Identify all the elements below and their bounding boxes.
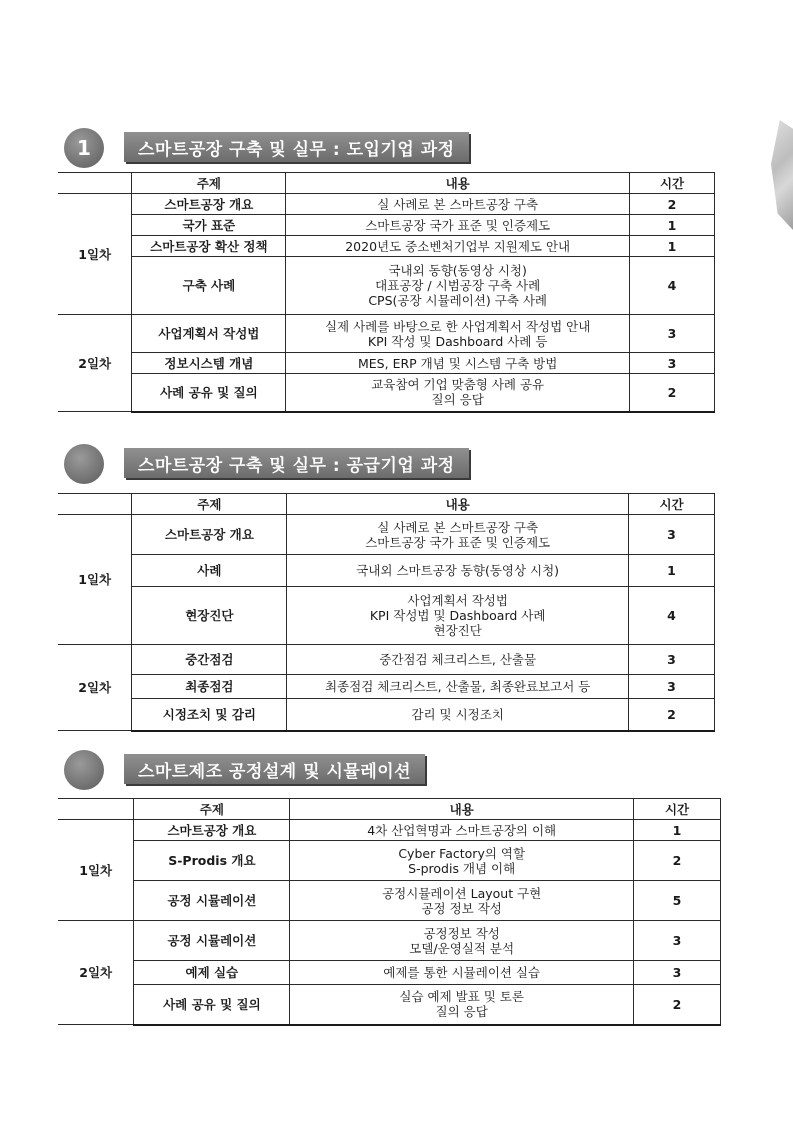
content-cell xyxy=(286,194,630,215)
content-cell xyxy=(287,645,629,675)
topic-column-header: 주제 xyxy=(132,173,286,194)
content-cell xyxy=(287,699,629,731)
table-row xyxy=(58,215,715,236)
topic-cell: 공정 시뮬레이션 xyxy=(134,921,290,961)
content-line: 스마트공장 국가 표준 및 인증제도 xyxy=(365,534,551,550)
hours-cell: 2 xyxy=(629,699,715,731)
content-line: 공정정보 작성 xyxy=(423,925,500,941)
hours-cell: 1 xyxy=(630,215,715,236)
hours-cell: 1 xyxy=(629,555,715,587)
content-line: 국내외 스마트공장 동향(동영상 시청) xyxy=(356,563,560,578)
section-title: 스마트공장 구축 및 실무 : 도입기업 과정 xyxy=(124,132,469,162)
hours-cell: 3 xyxy=(634,921,721,961)
content-cell xyxy=(287,515,629,555)
topic-cell: S-Prodis 개요 xyxy=(134,841,290,881)
day-column-header xyxy=(58,494,132,515)
day-label: 1일차 xyxy=(58,194,132,315)
topic-cell: 스마트공장 확산 정책 xyxy=(132,236,286,257)
schedule-table xyxy=(58,798,721,1026)
content-line: 교육참여 기업 맞춤형 사례 공유 xyxy=(371,377,545,393)
table-row xyxy=(58,921,721,961)
content-line: MES, ERP 개념 및 시스템 구축 방법 xyxy=(358,355,558,371)
table-row xyxy=(58,353,715,374)
table-row xyxy=(58,675,715,699)
hours-column-header: 시간 xyxy=(634,799,721,820)
content-line: 질의 응답 xyxy=(435,1004,488,1020)
topic-cell: 스마트공장 개요 xyxy=(134,820,290,841)
day-label: 2일차 xyxy=(58,315,132,412)
hours-cell: 3 xyxy=(629,675,715,699)
content-line: 국내외 동향(동영상 시청) xyxy=(388,263,527,278)
table-row xyxy=(58,841,721,881)
hours-cell: 5 xyxy=(634,881,721,921)
topic-cell: 공정 시뮬레이션 xyxy=(134,881,290,921)
topic-cell: 중간점검 xyxy=(132,645,287,675)
hours-cell: 1 xyxy=(634,820,721,841)
topic-column-header: 주제 xyxy=(132,494,287,515)
day-column-header xyxy=(58,173,132,194)
content-cell xyxy=(287,555,629,587)
content-cell xyxy=(290,921,634,961)
content-cell xyxy=(287,675,629,699)
content-line: 현장진단 xyxy=(433,623,482,638)
hours-cell: 3 xyxy=(629,645,715,675)
day-label: 1일차 xyxy=(58,515,132,645)
content-line: 2020년도 중소벤처기업부 지원제도 안내 xyxy=(345,238,571,254)
hours-cell: 3 xyxy=(630,353,715,374)
content-line: 공정 정보 작성 xyxy=(421,900,502,916)
hours-cell: 2 xyxy=(630,374,715,412)
topic-cell: 예제 실습 xyxy=(134,961,290,985)
content-line: 질의 응답 xyxy=(431,392,484,408)
content-line: S-prodis 개념 이해 xyxy=(408,860,516,876)
topic-cell: 스마트공장 개요 xyxy=(132,515,287,555)
content-line: Cyber Factory의 역할 xyxy=(398,845,526,861)
content-cell xyxy=(286,374,630,412)
table-row xyxy=(58,555,715,587)
topic-cell: 사례 공유 및 질의 xyxy=(134,985,290,1025)
topic-cell: 사례 공유 및 질의 xyxy=(132,374,286,412)
content-line: 사업계획서 작성법 xyxy=(407,593,508,608)
hours-cell: 2 xyxy=(630,194,715,215)
hours-cell: 2 xyxy=(634,985,721,1025)
day-column-header xyxy=(58,799,134,820)
table-header-row xyxy=(58,494,715,515)
content-column-header: 내용 xyxy=(290,799,634,820)
content-cell xyxy=(286,257,630,315)
content-line: 모델/운영실적 분석 xyxy=(409,940,515,956)
content-line: 대표공장 / 시범공장 구축 사례 xyxy=(375,278,541,293)
content-column-header: 내용 xyxy=(286,173,630,194)
topic-cell: 사업계획서 작성법 xyxy=(132,315,286,353)
course-section xyxy=(0,750,793,790)
section-header xyxy=(0,750,793,790)
content-cell xyxy=(290,820,634,841)
topic-cell: 스마트공장 개요 xyxy=(132,194,286,215)
topic-column-header: 주제 xyxy=(134,799,290,820)
table-header-row xyxy=(58,173,715,194)
content-line: 실제 사례를 바탕으로 한 사업계획서 작성법 안내 xyxy=(324,318,591,334)
table-row xyxy=(58,315,715,353)
topic-cell: 구축 사례 xyxy=(132,257,286,315)
content-cell xyxy=(290,841,634,881)
table-row xyxy=(58,374,715,412)
content-line: 실 사례로 본 스마트공장 구축 xyxy=(377,196,539,212)
day-label: 2일차 xyxy=(58,645,132,731)
content-column-header: 내용 xyxy=(287,494,629,515)
table-row xyxy=(58,645,715,675)
topic-cell: 사례 xyxy=(132,555,287,587)
content-cell xyxy=(290,881,634,921)
content-cell xyxy=(286,236,630,257)
content-line: 최종점검 체크리스트, 산출물, 최종완료보고서 등 xyxy=(324,679,591,694)
hours-cell: 3 xyxy=(629,515,715,555)
course-section xyxy=(0,128,793,168)
course-section xyxy=(0,444,793,484)
content-line: CPS(공장 시뮬레이션) 구축 사례 xyxy=(368,293,548,308)
topic-cell: 시정조치 및 감리 xyxy=(132,699,287,731)
content-cell xyxy=(287,587,629,645)
schedule-table xyxy=(58,172,715,413)
content-line: 감리 및 시정조치 xyxy=(411,706,504,722)
content-line: 중간점검 체크리스트, 산출물 xyxy=(379,652,537,667)
table-row xyxy=(58,699,715,731)
table-row xyxy=(58,961,721,985)
table-row xyxy=(58,985,721,1025)
section-number-badge xyxy=(64,444,104,484)
hours-cell: 1 xyxy=(630,236,715,257)
day-label: 2일차 xyxy=(58,921,134,1025)
table-row xyxy=(58,515,715,555)
content-cell xyxy=(286,353,630,374)
hours-cell: 4 xyxy=(630,257,715,315)
table-row xyxy=(58,820,721,841)
content-line: 스마트공장 국가 표준 및 인증제도 xyxy=(365,217,551,233)
table-row xyxy=(58,194,715,215)
content-cell xyxy=(290,985,634,1025)
content-line: KPI 작성 및 Dashboard 사례 등 xyxy=(367,333,548,349)
content-line: 예제를 통한 시뮬레이션 실습 xyxy=(383,965,541,980)
schedule-table xyxy=(58,493,715,732)
topic-cell: 정보시스템 개념 xyxy=(132,353,286,374)
section-number-badge: 1 xyxy=(64,128,104,168)
content-line: KPI 작성법 및 Dashboard 사례 xyxy=(369,608,546,623)
section-number-badge xyxy=(64,750,104,790)
hours-cell: 3 xyxy=(630,315,715,353)
hours-cell: 3 xyxy=(634,961,721,985)
section-title: 스마트공장 구축 및 실무 : 공급기업 과정 xyxy=(124,448,469,478)
topic-cell: 현장진단 xyxy=(132,587,287,645)
table-row xyxy=(58,881,721,921)
day-label: 1일차 xyxy=(58,820,134,921)
hours-column-header: 시간 xyxy=(630,173,715,194)
hours-cell: 2 xyxy=(634,841,721,881)
section-title: 스마트제조 공정설계 및 시뮬레이션 xyxy=(124,754,425,784)
topic-cell: 국가 표준 xyxy=(132,215,286,236)
content-line: 실 사례로 본 스마트공장 구축 xyxy=(377,519,539,535)
section-header xyxy=(0,128,793,168)
section-header xyxy=(0,444,793,484)
table-row xyxy=(58,236,715,257)
hours-column-header: 시간 xyxy=(629,494,715,515)
table-row xyxy=(58,587,715,645)
table-row xyxy=(58,257,715,315)
content-line: 4차 산업혁명과 스마트공장의 이해 xyxy=(367,822,557,838)
content-line: 실습 예제 발표 및 토론 xyxy=(399,989,524,1005)
content-cell xyxy=(290,961,634,985)
content-line: 공정시뮬레이션 Layout 구현 xyxy=(382,885,542,901)
table-header-row xyxy=(58,799,721,820)
content-cell xyxy=(286,215,630,236)
content-cell xyxy=(286,315,630,353)
hours-cell: 4 xyxy=(629,587,715,645)
topic-cell: 최종점검 xyxy=(132,675,287,699)
